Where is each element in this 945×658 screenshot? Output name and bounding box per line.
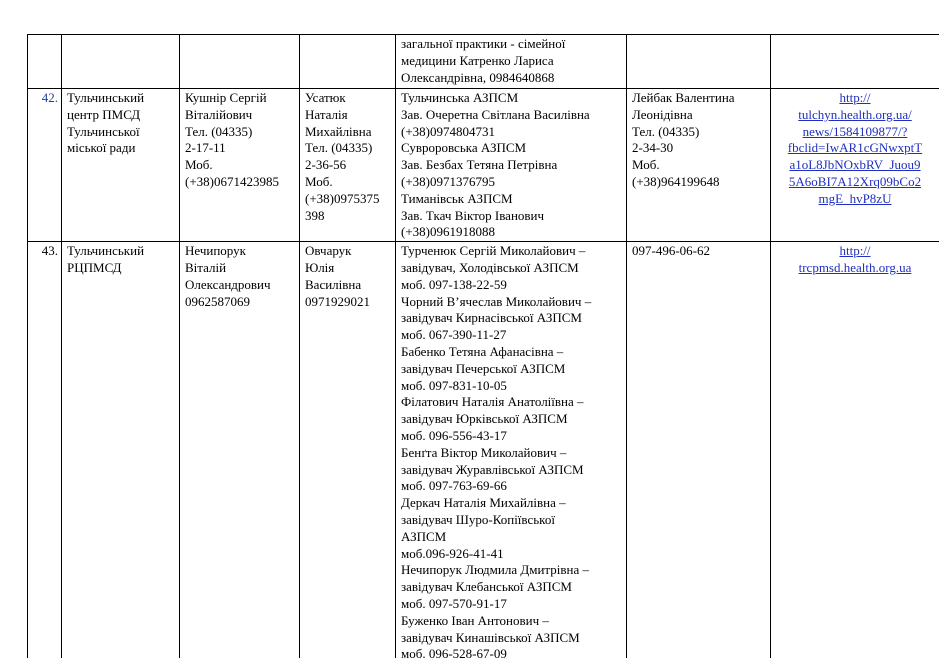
text-line: Наталія (305, 106, 348, 122)
text-line: Моб. (305, 173, 333, 189)
text-line: 2-36-56 (305, 157, 347, 173)
cell-deputy (300, 35, 396, 89)
text-line: Зав. Ткач Віктор Іванович (401, 207, 545, 223)
text-line: Моб. (632, 157, 660, 173)
text-line: (+38)0974804731 (401, 123, 495, 139)
link-text-line: fbclid=IwAR1cGNwxptT (787, 140, 923, 156)
text-line: Тел. (04335) (305, 140, 373, 156)
text-line: Леонідівна (632, 106, 693, 122)
text-line: Буженко Іван Антонович – (401, 612, 549, 628)
text-line: загальної практики - сімейної (401, 36, 566, 51)
text-line: Тульчинської (67, 123, 140, 139)
text-line: (+38)0975375 (305, 190, 380, 206)
text-line: завідувач Шуро-Копіївської (401, 511, 555, 527)
cell-contact (627, 89, 771, 242)
cell-head (180, 89, 300, 242)
text-line: Бабенко Тетяна Афанасівна – (401, 343, 564, 359)
text-line: медицини Катренко Лариса (401, 52, 554, 68)
cell-link (771, 242, 940, 658)
text-line: завідувач Юрківської АЗПСМ (401, 411, 568, 427)
text-line: моб. 096-556-43-17 (401, 427, 507, 443)
text-line: моб. 096-528-67-09 (401, 646, 507, 658)
text-line: Нечипорук (185, 243, 246, 259)
cell-link (771, 89, 940, 242)
text-line: Турченюк Сергій Миколайович – (401, 243, 586, 259)
link-text-line: mgE_hvP8zU (818, 190, 892, 206)
link-text-line: http:// (839, 243, 871, 259)
link-text-line: tulchyn.health.org.ua/ (798, 106, 912, 122)
text-line: Тел. (04335) (185, 123, 253, 139)
text-line: (+38)964199648 (632, 173, 720, 189)
text-line: завідувач Клебанської АЗПСМ (401, 579, 572, 595)
cell-center-name (62, 35, 180, 89)
table-row (28, 242, 940, 658)
cell-clinics (396, 35, 627, 89)
text-line: Овчарук (305, 243, 352, 259)
text-line: моб. 097-570-91-17 (401, 595, 507, 611)
text-line: Лейбак Валентина (632, 90, 735, 105)
row-number: 43. (28, 242, 62, 658)
text-line: Нечипорук Людмила Дмитрівна – (401, 562, 589, 578)
text-line: завідувач Кирнасівської АЗПСМ (401, 310, 582, 326)
text-line: Тульчинський (67, 243, 145, 259)
cell-center-name (62, 89, 180, 242)
link-text-line: http:// (839, 90, 871, 105)
text-line: моб. 097-763-69-66 (401, 478, 507, 494)
text-line: завідувач Журавлівської АЗПСМ (401, 461, 584, 477)
text-line: Тульчинська АЗПСМ (401, 90, 519, 105)
text-line: завідувач Кинашівської АЗПСМ (401, 629, 580, 645)
cell-head (180, 242, 300, 658)
text-line: моб. 097-138-22-59 (401, 276, 507, 292)
link-text-line: 5A6oBI7A12Xrq09bCo2 (788, 173, 922, 189)
link-text-line: trcpmsd.health.org.ua (798, 259, 912, 275)
text-line: Чорний В’ячеслав Миколайович – (401, 293, 592, 309)
text-line: РЦПМСД (67, 259, 122, 275)
text-line: 097-496-06-62 (632, 243, 710, 259)
text-line: Тиманівськ АЗПСМ (401, 190, 513, 206)
text-line: Юлія (305, 259, 335, 275)
row-number: 42. (28, 89, 62, 242)
cell-contact (627, 242, 771, 658)
cell-center-name (62, 242, 180, 658)
text-line: (+38)0971376795 (401, 173, 495, 189)
text-line: Усатюк (305, 90, 346, 105)
text-line: Михайлівна (305, 123, 372, 139)
cell-deputy (300, 242, 396, 658)
cell-head (180, 35, 300, 89)
text-line: Зав. Очеретна Світлана Василівна (401, 106, 590, 122)
health-centers-table (27, 34, 939, 658)
text-line: міської ради (67, 140, 136, 156)
text-line: (+38)0961918088 (401, 224, 495, 240)
cell-number (28, 35, 62, 89)
cell-clinics (396, 89, 627, 242)
text-line: Моб. (185, 157, 213, 173)
cell-clinics (396, 242, 627, 658)
text-line: (+38)0671423985 (185, 173, 279, 189)
text-line: моб.096-926-41-41 (401, 545, 504, 561)
text-line: Сувроровська АЗПСМ (401, 140, 527, 156)
table-row (28, 89, 940, 242)
text-line: завідувач Печерської АЗПСМ (401, 360, 566, 376)
text-line: 2-34-30 (632, 140, 674, 156)
text-line: Віталійович (185, 106, 253, 122)
link-text-line: news/1584109877/? (802, 123, 908, 139)
text-line: Олександрівна, 0984640868 (401, 69, 555, 85)
text-line: Тульчинський (67, 90, 145, 105)
text-line: завідувач, Холодівської АЗПСМ (401, 259, 579, 275)
website-link[interactable] (776, 90, 934, 208)
text-line: 2-17-11 (185, 140, 226, 156)
text-line: Філатович Наталія Анатоліївна – (401, 394, 584, 410)
text-line: центр ПМСД (67, 106, 141, 122)
document-page (27, 34, 939, 658)
text-line: Василівна (305, 276, 362, 292)
text-line: моб. 067-390-11-27 (401, 327, 507, 343)
link-text-line: a1oL8JbNOxbRV_Juou9 (789, 157, 921, 173)
text-line: 0971929021 (305, 293, 370, 309)
table-row-continued (28, 35, 940, 89)
text-line: Тел. (04335) (632, 123, 700, 139)
text-line: моб. 097-831-10-05 (401, 377, 507, 393)
text-line: Кушнір Сергій (185, 90, 267, 105)
text-line: Зав. Безбах Тетяна Петрівна (401, 157, 558, 173)
cell-contact (627, 35, 771, 89)
text-line: 0962587069 (185, 293, 250, 309)
text-line: Олександрович (185, 276, 271, 292)
text-line: Бенґта Віктор Миколайович – (401, 444, 567, 460)
text-line: Віталій (185, 259, 227, 275)
cell-deputy (300, 89, 396, 242)
cell-link (771, 35, 940, 89)
text-line: АЗПСМ (401, 528, 447, 544)
text-line: Деркач Наталія Михайлівна – (401, 495, 566, 511)
website-link[interactable] (776, 243, 934, 277)
text-line: 398 (305, 207, 325, 223)
